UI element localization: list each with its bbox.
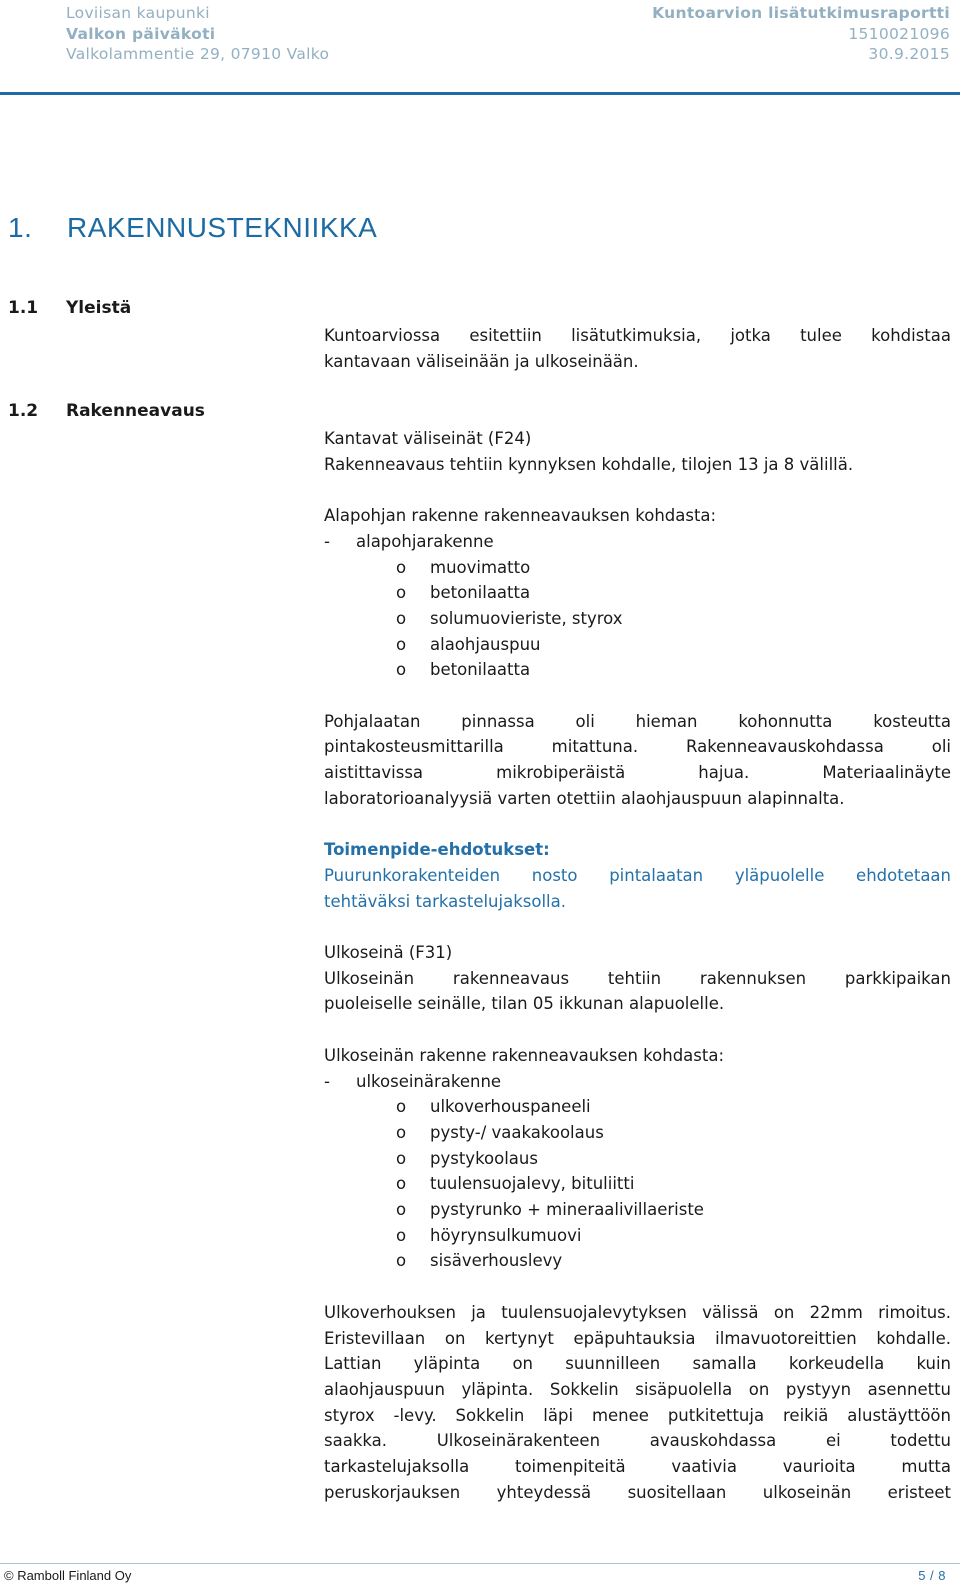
section-title: RAKENNUSTEKNIIKKA: [67, 212, 378, 243]
list-subitem-label: pystykoolaus: [430, 1148, 538, 1168]
list-subitem-label: sisäverhouslevy: [430, 1251, 563, 1271]
list-subitem: [324, 632, 951, 658]
header-divider: [0, 92, 960, 95]
bullet-marker: o: [396, 1200, 407, 1220]
list-subitem: [324, 1171, 951, 1197]
header-report-title: Kuntoarvion lisätutkimusraportti: [652, 4, 950, 22]
list-item-label: alapohjarakenne: [356, 531, 494, 551]
list-subitem: [324, 1197, 951, 1223]
list-subitem: [324, 657, 951, 683]
measures-heading: Toimenpide-ehdotukset:: [324, 840, 550, 860]
paragraph-line: tarkastelujaksolla toimenpiteitä vaativia vaurioita mutta: [324, 1457, 951, 1477]
paragraph-line: aistittavissa mikrobiperäistä hajua. Materiaalinäyte: [324, 763, 951, 783]
section-number: 1.2: [8, 401, 39, 421]
section-heading-1-2: [8, 401, 205, 421]
paragraph-line: peruskorjauksen yhteydessä suositellaan ulkoseinän eristeet: [324, 1482, 951, 1502]
paragraph-line: Lattian yläpinta on suunnilleen samalla korkeudella kuin: [324, 1354, 951, 1374]
list-subitem: [324, 1094, 951, 1120]
bullet-marker: o: [396, 608, 407, 628]
dash-marker: -: [324, 531, 330, 551]
header-city: Loviisan kaupunki: [66, 4, 210, 22]
list-subitem-label: solumuovieriste, styrox: [430, 608, 623, 628]
bullet-marker: o: [396, 1251, 407, 1271]
list-subitem: [324, 606, 951, 632]
paragraph-line: Pohjalaatan pinnassa oli hieman kohonnutta kosteutta: [324, 711, 951, 731]
footer-divider: [0, 1563, 960, 1564]
paragraph-line: Kuntoarviossa esitettiin lisätutkimuksia, jotka tulee kohdistaa: [324, 326, 951, 345]
bullet-marker: o: [396, 583, 407, 603]
bullet-marker: o: [396, 660, 407, 680]
list-item: [324, 529, 951, 555]
bullet-marker: o: [396, 1174, 407, 1194]
header-address: Valkolammentie 29, 07910 Valko: [66, 45, 330, 63]
measures-line: Puurunkorakenteiden nosto pintalaatan yläpuolelle ehdotetaan: [324, 865, 951, 885]
list-subitem: [324, 580, 951, 606]
section-heading-1: [8, 212, 377, 244]
bullet-marker: o: [396, 1225, 407, 1245]
paragraph-line: Eristevillaan on kertynyt epäpuhtauksia ilmavuotoreittien kohdalle.: [324, 1328, 951, 1348]
page-header: [66, 3, 950, 65]
structure-label: Kantavat väliseinät (F24): [324, 429, 532, 448]
paragraph-line: styrox -levy. Sokkelin läpi menee putkitettuja reikiä alustäyttöön: [324, 1405, 951, 1425]
list-subitem: [324, 1146, 951, 1172]
paragraph-line: saakka. Ulkoseinärakenteen avauskohdassa ei todettu: [324, 1431, 951, 1451]
paragraph-line: Ulkoverhouksen ja tuulensuojalevytyksen välissä on 22mm rimoitus.: [324, 1302, 951, 1322]
dash-marker: -: [324, 1071, 330, 1091]
bullet-marker: o: [396, 557, 407, 577]
paragraph-line: Ulkoseinän rakenneavaus tehtiin rakennuksen parkkipaikan: [324, 968, 951, 988]
bullet-marker: o: [396, 1122, 407, 1142]
paragraph-line: laboratorioanalyysiä varten otettiin alaohjauspuun alapinnalta.: [324, 788, 845, 808]
section-title: Yleistä: [66, 298, 132, 318]
list-subitem: [324, 1223, 951, 1249]
bullet-marker: o: [396, 634, 407, 654]
section-title: Rakenneavaus: [66, 401, 205, 421]
header-building: Valkon päiväkoti: [66, 24, 216, 43]
page-number: 5 / 8: [918, 1567, 946, 1583]
list-subitem: [324, 555, 951, 581]
footer-copyright: © Ramboll Finland Oy: [4, 1567, 132, 1583]
list-subitem: [324, 1120, 951, 1146]
paragraph-line: puoleiselle seinälle, tilan 05 ikkunan alapuolelle.: [324, 994, 725, 1014]
list-subitem-label: tuulensuojalevy, bituliitti: [430, 1174, 635, 1194]
list-subitem-label: pystyrunko + mineraalivillaeriste: [430, 1200, 704, 1220]
list-subitem-label: betonilaatta: [430, 583, 531, 603]
header-report-number: 1510021096: [848, 24, 950, 43]
paragraph-line: alaohjauspuun yläpinta. Sokkelin sisäpuolella on pystyyn asennettu: [324, 1379, 951, 1399]
header-date: 30.9.2015: [868, 45, 950, 63]
bullet-marker: o: [396, 1148, 407, 1168]
list-subitem-label: höyrynsulkumuovi: [430, 1225, 582, 1245]
section-number: 1.: [8, 212, 33, 243]
list-subitem-label: alaohjauspuu: [430, 634, 541, 654]
paragraph-line: Rakenneavaus tehtiin kynnyksen kohdalle, tilojen 13 ja 8 välillä.: [324, 454, 854, 474]
section-heading-1-1: [8, 298, 131, 318]
page-footer: [4, 1568, 946, 1582]
paragraph-line: pintakosteusmittarilla mitattuna. Rakenneavauskohdassa oli: [324, 737, 951, 757]
list-subitem-label: muovimatto: [430, 557, 531, 577]
bullet-marker: o: [396, 1097, 407, 1117]
list-item: [324, 1069, 951, 1095]
list-heading: Alapohjan rakenne rakenneavauksen kohdasta:: [324, 506, 717, 526]
list-subitem-label: pysty-/ vaakakoolaus: [430, 1122, 604, 1142]
structure-label: Ulkoseinä (F31): [324, 943, 453, 962]
list-subitem-label: betonilaatta: [430, 660, 531, 680]
list-subitem-label: ulkoverhouspaneeli: [430, 1097, 591, 1117]
list-heading: Ulkoseinän rakenne rakenneavauksen kohdasta:: [324, 1045, 725, 1065]
section-1-2-body: [324, 426, 951, 1505]
paragraph-line: kantavaan väliseinään ja ulkoseinään.: [324, 351, 639, 371]
list-item-label: ulkoseinärakenne: [356, 1071, 502, 1091]
measures-line: tehtäväksi tarkastelujaksolla.: [324, 891, 566, 911]
list-subitem: [324, 1248, 951, 1274]
section-1-1-body: [324, 323, 951, 374]
section-number: 1.1: [8, 298, 39, 318]
